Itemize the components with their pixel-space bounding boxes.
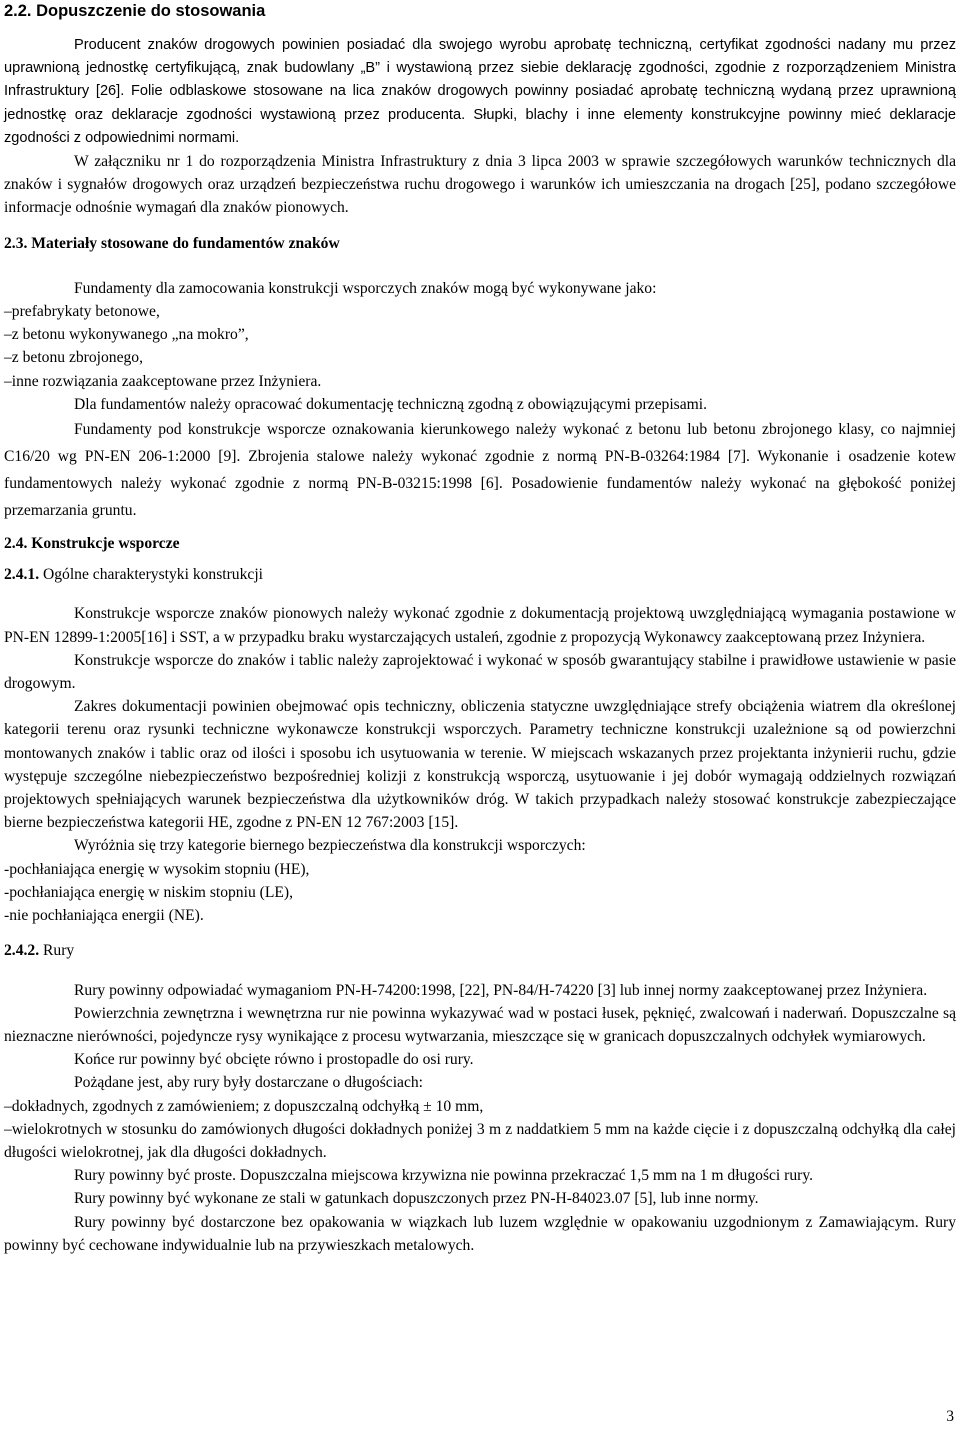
heading-2-2: 2.2. Dopuszczenie do stosowania — [4, 2, 266, 20]
heading-2-4-1 — [4, 563, 956, 586]
list-item: – z betonu zbrojonego, — [4, 346, 956, 369]
heading-2-4-2-title: Rury — [39, 942, 75, 960]
heading-2-4: 2.4. Konstrukcje wsporcze — [4, 535, 180, 553]
list-item: -pochłaniająca energię w wysokim stopniu (HE), — [4, 860, 310, 878]
list-item: – dokładnych, zgodnych z zamówieniem; z dopuszczalną odchyłką ± 10 mm, — [4, 1095, 956, 1118]
page-number: 3 — [946, 1407, 954, 1425]
paragraph-2-3-intro: Fundamenty dla zamocowania konstrukcji wsporczych znaków mogą być wykonywane jako: — [74, 279, 657, 297]
paragraph-2-4-2-ends: Końce rur powinny być obcięte równo i prostopadle do osi rury. — [74, 1051, 474, 1069]
heading-2-4-1-title: Ogólne charakterystyki konstrukcji — [39, 566, 263, 584]
paragraph-2-4-2-lengths: Pożądane jest, aby rury były dostarczane o długościach: — [74, 1074, 424, 1092]
foundation-types-list — [4, 300, 956, 393]
paragraph-2-4-2-straightness: Rury powinny być proste. Dopuszczalna miejscowa krzywizna nie powinna przekraczać 1,5 mm na 1 m długości rury. — [74, 1167, 814, 1185]
paragraph-2-4-1-categories: Wyróżnia się trzy kategorie biernego bezpieczeństwa dla konstrukcji wsporczych: — [74, 837, 586, 855]
paragraph-2-4-2-delivery: Rury powinny być dostarczone bez opakowania w wiązkach lub luzem względnie w opakowaniu uzgodnionym z Zamawiającym. Rury powinny być cechowane indywidualnie lub na przywieszkach metalowych. — [4, 1213, 956, 1254]
list-item: – inne rozwiązania zaakceptowane przez Inżyniera. — [4, 370, 956, 393]
heading-2-4-1-number: 2.4.1. — [4, 566, 40, 584]
paragraph-2-3-foundations: Fundamenty pod konstrukcje wsporcze oznakowania kierunkowego należy wykonać z betonu lub betonu zbrojonego klasy, co najmniej C16/20 wg PN-EN 206-1:2000 [9]. Zbrojenia stalowe należy wykonać zgodnie z normą PN-B-03264:1984 [7]. Wykonanie i osadzenie kotew fundamentowych należy wykonać zgodnie z normą PN-B-03215:1998 [6]. Posadowienie fundamentów należy wykonać na głębokość poniżej przemarzania gruntu. — [4, 421, 956, 520]
heading-2-3: 2.3. Materiały stosowane do fundamentów znaków — [4, 234, 340, 252]
list-item: -nie pochłaniająca energii (NE). — [4, 907, 204, 925]
paragraph-2-2-annex: W załączniku nr 1 do rozporządzenia Ministra Infrastruktury z dnia 3 lipca 2003 w sprawie szczegółowych warunków technicznych dla znaków i sygnałów drogowych oraz urządzeń bezpieczeństwa ruchu drogowego i warunków ich umieszczania na drogach [25], podano szczegółowe informacje odnośnie wymagań dla znaków pionowych. — [4, 153, 956, 217]
list-item: – wielokrotnych w stosunku do zamówionych długości dokładnych poniżej 3 m z naddatkiem 5 mm na każde cięcie i z dopuszczalną odchyłką dla całej długości wielokrotnej, jak dla długości dokładnych. — [4, 1118, 956, 1164]
list-item: – z betonu wykonywanego „na mokro”, — [4, 323, 956, 346]
paragraph-2-4-1-stability: Konstrukcje wsporcze do znaków i tablic należy zaprojektować i wykonać w sposób gwarantujący stabilne i prawidłowe ustawienie w pasie drogowym. — [4, 651, 956, 693]
paragraph-2-4-1-design: Konstrukcje wsporcze znaków pionowych należy wykonać zgodnie z dokumentacją projektową uwzględniającą wymagania postawione w PN-EN 12899-1:2005[16] i SST, a w przypadku braku wystarczających ustaleń, zgodnie z propozycją Wykonawcy zaakceptowaną przez Inżyniera. — [4, 605, 956, 646]
pipe-lengths-list — [4, 1095, 956, 1165]
paragraph-2-4-2-surface: Powierzchnia zewnętrzna i wewnętrzna rur nie powinna wykazywać wad w postaci łusek, pęknięć, zwalcowań i naderwań. Dopuszczalne są nieznaczne nierówności, pojedyncze rysy wynikające z procesu wytwarzania, mieszczące się w granicach dopuszczalnych odchyłek wymiarowych. — [4, 1004, 956, 1045]
paragraph-2-4-2-steel: Rury powinny być wykonane ze stali w gatunkach dopuszczonych przez PN-H-84023.07 [5], lub inne normy. — [74, 1190, 759, 1208]
list-item: – prefabrykaty betonowe, — [4, 300, 956, 323]
safety-categories-list — [4, 858, 956, 928]
paragraph-2-2-approval: Producent znaków drogowych powinien posiadać dla swojego wyrobu aprobatę techniczną, certyfikat zgodności nadany mu przez uprawnioną jednostkę certyfikującą, znak budowlany „B” i wystawioną przez siebie deklarację zgodności, zgodnie z rozporządzeniem Ministra Infrastruktury [26]. Folie odblaskowe stosowane na lica znaków drogowych powinny posiadać aprobatę techniczną wydaną przez uprawnioną jednostkę oraz deklaracje zgodności wystawioną przez producenta. Słupki, blachy i inne elementy konstrukcyjne powinny mieć deklaracje zgodności z odpowiednimi normami. — [4, 37, 956, 146]
heading-2-4-2-number: 2.4.2. — [4, 942, 40, 960]
paragraph-2-4-1-scope: Zakres dokumentacji powinien obejmować opis techniczny, obliczenia statyczne uwzględniające strefy obciążenia wiatrem dla określonej kategorii terenu oraz rysunki techniczne wykonawcze konstrukcji wsporczych. Parametry techniczne konstrukcji uzależnione są od powierzchni montowanych znaków i tablic oraz od ilości i sposobu ich usytuowania w terenie. W miejscach wskazanych przez projektanta inżynierii ruchu, gdzie występuje szczególne niebezpieczeństwo bezpośredniej kolizji z konstrukcją wsporczą, usytuowanie i jej dobór wymagają oddzielnych rozwiązań projektowych spełniających warunek bezpieczeństwa dla użytkowników dróg. W takich przypadkach należy stosować konstrukcje zabezpieczające bierne bezpieczeństwa kategorii HE, zgodne z PN-EN 12 767:2003 [15]. — [4, 698, 956, 832]
list-item: -pochłaniająca energię w niskim stopniu (LE), — [4, 883, 293, 901]
heading-2-4-2 — [4, 939, 956, 962]
paragraph-2-3-documentation: Dla fundamentów należy opracować dokumentację techniczną zgodną z obowiązującymi przepisami. — [74, 395, 708, 413]
paragraph-2-4-2-standards: Rury powinny odpowiadać wymaganiom PN-H-74200:1998, [22], PN-84/H-74220 [3] lub innej normy zaakceptowanej przez Inżyniera. — [74, 981, 928, 999]
